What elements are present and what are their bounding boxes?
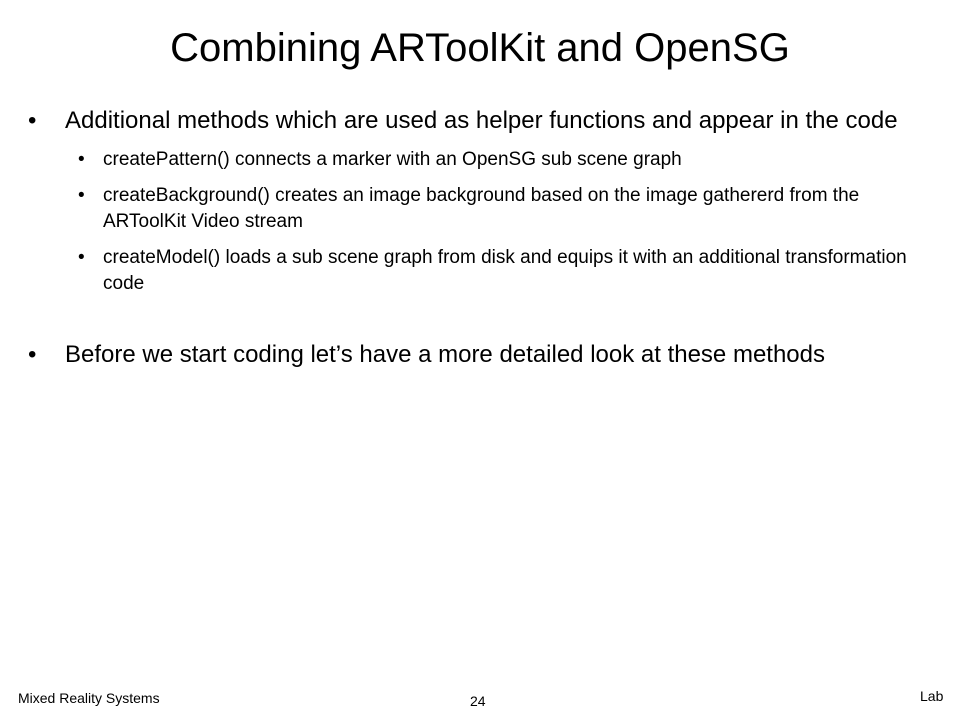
slide-title: Combining ARToolKit and OpenSG — [170, 26, 790, 70]
slide-content — [28, 103, 928, 372]
sub-bullet-list — [78, 147, 928, 297]
bullet-2 — [28, 337, 928, 372]
bullet-dot: • — [28, 341, 37, 368]
footer-lab-label: Lab — [920, 688, 944, 704]
sub-bullet-text: createModel() loads a sub scene graph from disk and equips it with an additional transformation code — [103, 247, 907, 294]
bullet-2-text: Before we start coding let’s have a more detailed look at these methods — [65, 341, 825, 368]
page-number: 24 — [470, 693, 486, 709]
bullet-dot: • — [28, 107, 37, 134]
sub-bullet-create-model — [78, 245, 928, 297]
sub-bullet-text: createPattern() connects a marker with an OpenSG sub scene graph — [103, 149, 682, 170]
sub-bullet-create-background — [78, 183, 928, 235]
bullet-1 — [28, 103, 928, 138]
sub-bullet-text: createBackground() creates an image background based on the image gathererd from the ARToolKit Video stream — [103, 185, 860, 232]
footer-course-name: Mixed Reality Systems — [18, 690, 160, 706]
bullet-1-text: Additional methods which are used as helper functions and appear in the code — [65, 107, 898, 134]
sub-bullet-dot: • — [78, 149, 85, 170]
sub-bullet-dot: • — [78, 247, 85, 268]
sub-bullet-dot: • — [78, 185, 85, 206]
sub-bullet-create-pattern — [78, 147, 928, 173]
